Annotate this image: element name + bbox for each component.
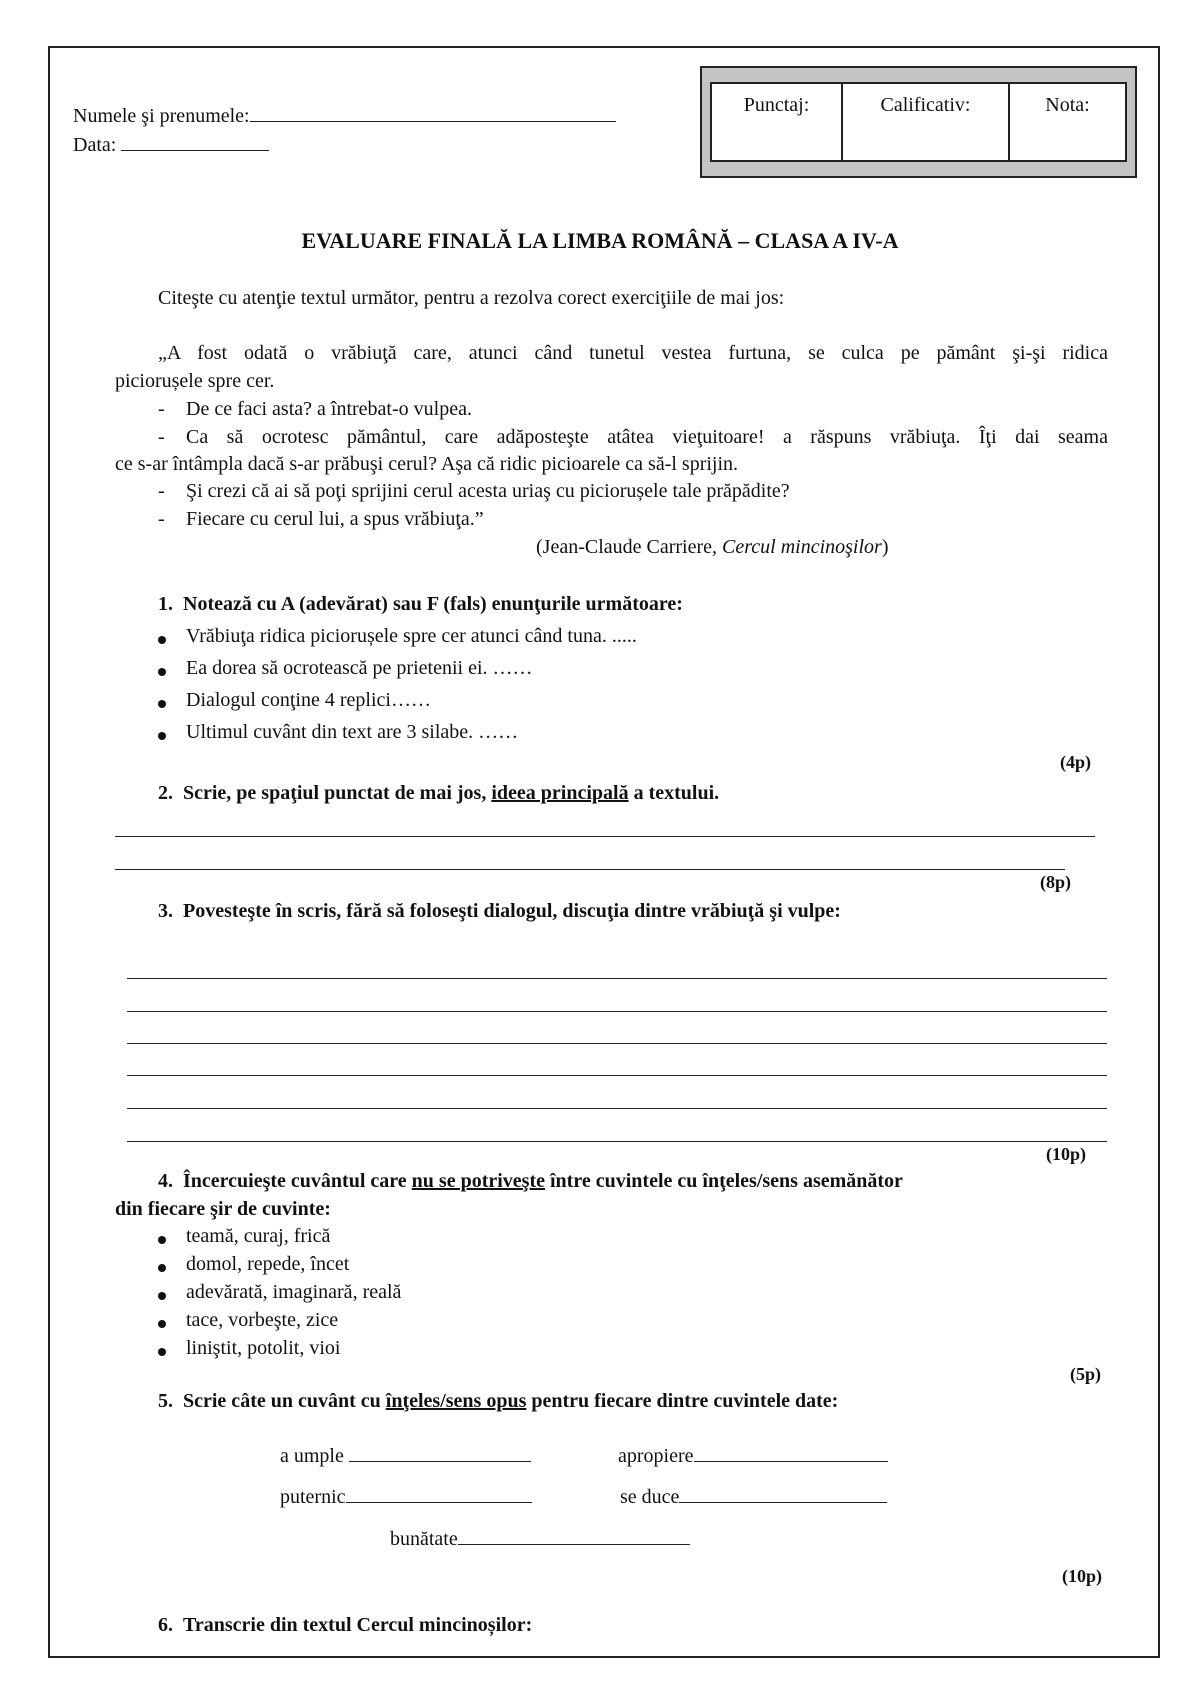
q3-answer-line-4[interactable]	[127, 1075, 1107, 1076]
q5-title-b: pentru fiecare dintre cuvintele date:	[526, 1390, 839, 1412]
q6-heading	[158, 1614, 532, 1637]
q5-answer-blank[interactable]	[346, 1484, 532, 1503]
bullet	[158, 1348, 166, 1356]
q1-item-4[interactable]: Ultimul cuvânt din text are 3 silabe. ……	[186, 721, 519, 743]
q5-points: (10p)	[1062, 1566, 1102, 1586]
q5-title-underlined: înţeles/sens opus	[385, 1390, 527, 1412]
dash-4: -	[158, 508, 165, 530]
date-field[interactable]	[73, 132, 269, 157]
q5-word-apropiere[interactable]	[618, 1443, 888, 1468]
q2-title-a: Scrie, pe spaţiul punctat de mai jos,	[183, 782, 492, 804]
date-blank[interactable]	[121, 132, 269, 151]
dialog-line-4: Fiecare cu cerul lui, a spus vrăbiuţa.”	[186, 508, 484, 530]
q3-heading	[158, 900, 841, 923]
score-box	[700, 66, 1137, 178]
bullet	[158, 636, 166, 644]
q4-item-2[interactable]: domol, repede, încet	[186, 1253, 350, 1275]
bullet	[158, 1264, 166, 1272]
q5-answer-blank[interactable]	[458, 1526, 690, 1545]
q4-item-4[interactable]: tace, vorbeşte, zice	[186, 1309, 339, 1331]
q5-answer-blank[interactable]	[694, 1443, 888, 1462]
q5-heading	[158, 1390, 838, 1413]
q5-word-a-umple[interactable]	[280, 1443, 531, 1468]
dash-1: -	[158, 398, 165, 420]
q1-title: Notează cu A (adevărat) sau F (fals) enunţurile următoare:	[183, 593, 683, 615]
bullet	[158, 1320, 166, 1328]
q5-word-label: se duce	[620, 1486, 680, 1508]
source-citation	[536, 536, 889, 559]
bullet	[158, 668, 166, 676]
q4-item-1[interactable]: teamă, curaj, frică	[186, 1225, 331, 1247]
q2-answer-line-2[interactable]	[115, 869, 1065, 870]
dash-2: -	[158, 426, 165, 448]
q5-title-a: Scrie câte un cuvânt cu	[183, 1390, 386, 1412]
score-cell-calificativ[interactable]: Calificativ:	[843, 84, 1010, 160]
score-cell-punctaj[interactable]: Punctaj:	[712, 84, 843, 160]
q2-heading	[158, 782, 719, 805]
q5-answer-blank[interactable]	[679, 1484, 887, 1503]
q4-number: 4.	[158, 1170, 173, 1192]
dialog-line-2a: Ca să ocrotesc pământul, care adăposteşte atâtea vieţuitoare! a răspuns vrăbiuţa. Îţi dai seama	[186, 426, 1108, 448]
q3-title: Povesteşte în scris, fără să foloseşti dialogul, discuţia dintre vrăbiuţă şi vulpe:	[183, 900, 841, 922]
q4-title-a: Încercuieşte cuvântul care	[183, 1170, 412, 1192]
q1-points: (4p)	[1060, 752, 1091, 772]
source-suffix: )	[881, 536, 889, 558]
q3-answer-line-5[interactable]	[127, 1108, 1107, 1109]
q3-number: 3.	[158, 900, 173, 922]
source-prefix: (Jean-Claude Carriere,	[536, 536, 723, 558]
q2-answer-line-1[interactable]	[115, 836, 1095, 837]
source-title: Cercul mincinoşilor	[722, 536, 882, 558]
q5-word-se-duce[interactable]	[620, 1484, 887, 1509]
dialog-line-2b: ce s-ar întâmpla dacă s-ar prăbuşi cerul? Aşa că ridic picioarele ca să-l sprijin.	[115, 453, 739, 475]
q3-answer-line-6[interactable]	[127, 1141, 1107, 1142]
q1-item-2[interactable]: Ea dorea să ocrotească pe prietenii ei. ……	[186, 657, 533, 679]
q5-word-label: puternic	[280, 1486, 346, 1508]
date-label: Data:	[73, 134, 117, 156]
q4-title-b: între cuvintele cu înţeles/sens asemănător	[545, 1170, 903, 1192]
q4-heading-line-1	[158, 1170, 903, 1193]
q4-points: (5p)	[1070, 1364, 1101, 1384]
q5-word-label: bunătate	[390, 1528, 458, 1550]
story-line-2: piciorușele spre cer.	[115, 370, 275, 392]
name-field[interactable]	[73, 103, 616, 128]
q1-heading	[158, 593, 683, 616]
dialog-line-3: Şi crezi că ai să poţi sprijini cerul acesta uriaş cu piciorușele tale prăpădite?	[186, 480, 790, 502]
q2-number: 2.	[158, 782, 173, 804]
q5-number: 5.	[158, 1390, 173, 1412]
q1-item-1[interactable]: Vrăbiuţa ridica piciorușele spre cer atunci când tuna. .....	[186, 625, 637, 647]
q5-word-puternic[interactable]	[280, 1484, 532, 1509]
q3-points: (10p)	[1046, 1144, 1086, 1164]
story-line-1: „A fost odată o vrăbiuţă care, atunci când tunetul vestea furtuna, se culca pe pământ şi-şi ridica	[158, 342, 1108, 364]
q5-word-label: a umple	[280, 1445, 344, 1467]
q1-number: 1.	[158, 593, 173, 615]
q5-word-label: apropiere	[618, 1445, 694, 1467]
instruction: Citeşte cu atenţie textul următor, pentru a rezolva corect exerciţiile de mai jos:	[158, 287, 785, 309]
bullet	[158, 700, 166, 708]
q6-title: Transcrie din textul Cercul mincinoșilor:	[183, 1614, 533, 1636]
dialog-line-1: De ce faci asta? a întrebat-o vulpea.	[186, 398, 472, 420]
bullet	[158, 732, 166, 740]
q1-item-3[interactable]: Dialogul conţine 4 replici……	[186, 689, 431, 711]
q5-answer-blank[interactable]	[349, 1443, 531, 1462]
q5-word-bunatate[interactable]	[390, 1526, 690, 1551]
q3-answer-line-3[interactable]	[127, 1043, 1107, 1044]
q2-points: (8p)	[1040, 872, 1071, 892]
score-cell-nota[interactable]: Nota:	[1045, 94, 1090, 116]
dash-3: -	[158, 480, 165, 502]
bullet	[158, 1236, 166, 1244]
q4-item-3[interactable]: adevărată, imaginară, reală	[186, 1281, 402, 1303]
name-blank[interactable]	[250, 103, 616, 122]
q3-answer-line-1[interactable]	[127, 978, 1107, 979]
score-table	[710, 82, 1127, 162]
q2-title-b: a textului.	[628, 782, 720, 804]
q4-item-5[interactable]: liniştit, potolit, vioi	[186, 1337, 341, 1359]
bullet	[158, 1292, 166, 1300]
q6-number: 6.	[158, 1614, 173, 1636]
q4-title-underlined: nu se potriveşte	[411, 1170, 545, 1192]
page-title: EVALUARE FINALĂ LA LIMBA ROMÂNĂ – CLASA A IV-A	[301, 228, 899, 253]
q2-title-underlined: ideea principală	[491, 782, 629, 804]
q4-heading-line-2: din fiecare şir de cuvinte:	[115, 1198, 331, 1220]
q3-answer-line-2[interactable]	[127, 1011, 1107, 1012]
name-label: Numele şi prenumele:	[73, 105, 250, 127]
